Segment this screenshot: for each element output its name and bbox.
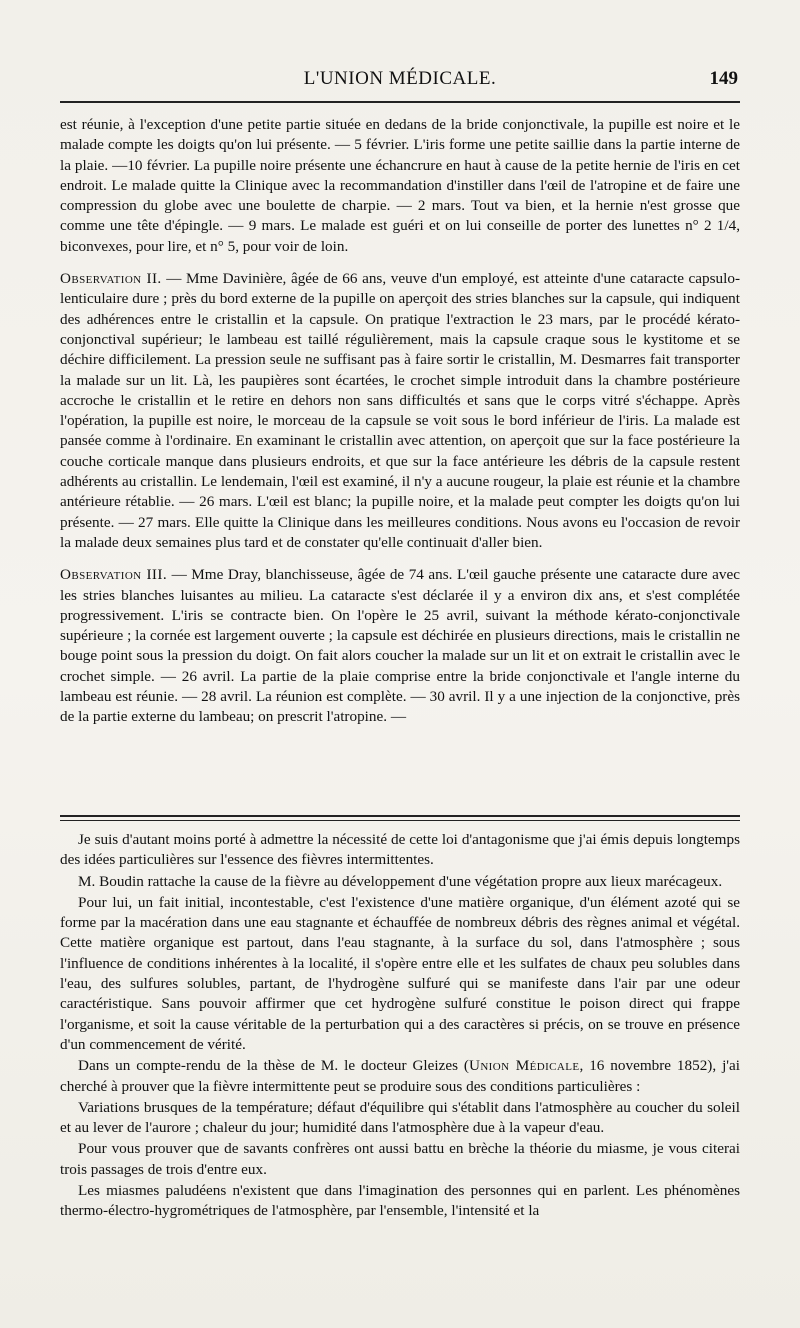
running-title: L'UNION MÉDICALE.	[303, 68, 497, 89]
feuilleton-paragraph: Les miasmes paludéens n'existent que dans l'imagination des personnes qui en parlent. Les phénomènes thermo-électro-hygrométriques de l'atmosphère, par l'ensemble, l'intensité et la	[60, 1182, 740, 1220]
text-segment: , 16 novembre 1852), j'ai cherché à prouver que la fièvre intermittente peut se produire sous des conditions particulières :	[60, 1057, 740, 1095]
main-article	[60, 115, 740, 728]
feuilleton-paragraph: Je suis d'autant moins porté à admettre la nécessité de cette loi d'antagonisme que j'ai émis depuis longtemps des idées particulières sur l'essence des fièvres intermittentes.	[60, 831, 740, 869]
feuilleton-paragraph: Pour lui, un fait initial, incontestable, c'est l'existence d'une matière organique, d'un élément azoté qui se forme par la macération dans une eau stagnante et échauffée de nombreux débris des règnes animal et végétal. Cette matière organique est partout, dans l'eau stagnante, à la surface du sol, dans l'atmosphère ; sous l'influence de conditions inhérentes à la localité, il s'opère entre elle et les sulfates de chaux peu solubles dans l'eau, des sulfures solubles, partant, de l'hydrogène sulfuré qui se manifeste dans l'air par une odeur caractéristique. Sans pouvoir affirmer que cet hydrogène sulfuré constitue le poison direct qui frappe l'organisme, et soit la cause véritable de la perturbation qui a des caractères si précis, on se trouve en présence d'un commencement de vérité.	[60, 893, 740, 1053]
feuilleton	[60, 830, 740, 1222]
paragraph-continuation: est réunie, à l'exception d'une petite partie située en dedans de la bride conjonctivale, la pupille est noire et le malade compte les doigts qu'on lui présente. — 5 février. L'iris forme une petite saillie dans la partie interne de la plaie. —10 février. La pupille noire présente une échancrure en haut à cause de la petite hernie de l'iris en cet endroit. Le malade quitte la Clinique avec la recommandation d'instiller dans l'œil de l'atropine et de faire une compression du globe avec une boulette de charpie. — 2 mars. Tout va bien, et la hernie n'est grosse que comme une tête d'épingle. — 9 mars. Le malade est guéri et on lui conseille de porter des lunettes n° 2 1/4, biconvexes, pour lire, et n° 5, pour voir de loin.	[60, 116, 740, 255]
observation-3-label: Observation III.	[60, 566, 168, 584]
observation-2	[60, 269, 740, 553]
feuilleton-paragraph: Pour vous prouver que de savants confrères ont aussi battu en brèche la théorie du miasme, je vous citerai trois passages de trois d'entre eux.	[60, 1140, 740, 1178]
feuilleton-paragraph	[60, 1056, 740, 1097]
feuilleton-paragraph: M. Boudin rattache la cause de la fièvre au développement d'une végétation propre aux lieux marécageux.	[78, 872, 723, 890]
page-header	[60, 68, 740, 98]
feuilleton-separator	[60, 815, 740, 821]
page-number: 149	[709, 68, 738, 89]
journal-name: Union Médicale	[468, 1057, 580, 1075]
feuilleton-paragraph: Variations brusques de la température; défaut d'équilibre qui s'établit dans l'atmosphère au coucher du soleil et au lever de l'aurore ; chaleur du jour; humidité dans l'atmosphère due à la vapeur d'eau.	[60, 1098, 740, 1137]
observation-3	[60, 565, 740, 727]
text-segment: Dans un compte-rendu de la thèse de M. le docteur Gleizes (	[78, 1057, 469, 1075]
observation-2-label: Observation II.	[60, 270, 162, 288]
observation-3-text: — Mme Dray, blanchisseuse, âgée de 74 ans. L'œil gauche présente une cataracte dure avec les stries blanches luisantes au milieu. La cataracte s'est déclarée il y a environ dix ans, et s'est complétée progressivement. L'iris se contracte bien. On l'opère le 25 avril, suivant la méthode kérato-conjonctivale supérieure ; la cornée est largement ouverte ; la capsule est déchirée en plusieurs directions, mais le cristallin ne bouge point sous la pression du doigt. On fait alors coucher la malade sur un lit et on extrait le cristallin avec le crochet simple. — 26 avril. La partie de la plaie comprise entre la bride conjonctivale et l'angle interne du lambeau est réunie. — 28 avril. La réunion est complète. — 30 avril. Il y a une injection de la conjonctive, près de la partie externe du lambeau; on prescrit l'atropine. —	[60, 566, 740, 726]
observation-2-text: — Mme Davinière, âgée de 66 ans, veuve d'un employé, est atteinte d'une cataracte capsulo-lenticulaire dure ; près du bord externe de la pupille on aperçoit des stries blanches sur la capsule, qui indiquent des adhérences entre le cristallin et la capsule. On pratique l'extraction le 23 mars, par le procédé kérato-conjonctival supérieur; le lambeau est taillé régulièrement, mais la capsule craque sous le kystitome et se déchire difficilement. La pression seule ne suffisant pas à faire sortir le cristallin, M. Desmarres fait transporter la malade sur un lit. Là, les paupières sont écartées, le crochet simple introduit dans la chambre postérieure accroche le cristallin et le retire en dehors non sans difficultés et sans que le corps vitré s'échappe. Après l'opération, la pupille est noire, le morceau de la capsule se voit sous le bord inférieur de l'iris. La malade est pansée comme à l'ordinaire. En examinant le cristallin avec attention, on aperçoit que sur la face postérieure la couche corticale manque dans plusieurs endroits, et que sur la face antérieure les débris de la capsule restent adhérents au cristallin. Le lendemain, l'œil est examiné, il n'y a aucune rougeur, la plaie est réunie et la chambre antérieure rétablie. — 26 mars. L'œil est blanc; la pupille noire, et la malade peut compter les doigts qu'on lui présente. — 27 mars. Elle quitte la Clinique dans les meilleures conditions. Nous avons eu l'occasion de revoir la malade deux semaines plus tard et de constater qu'elle continuait d'aller bien.	[60, 270, 741, 551]
header-rule	[60, 101, 740, 103]
